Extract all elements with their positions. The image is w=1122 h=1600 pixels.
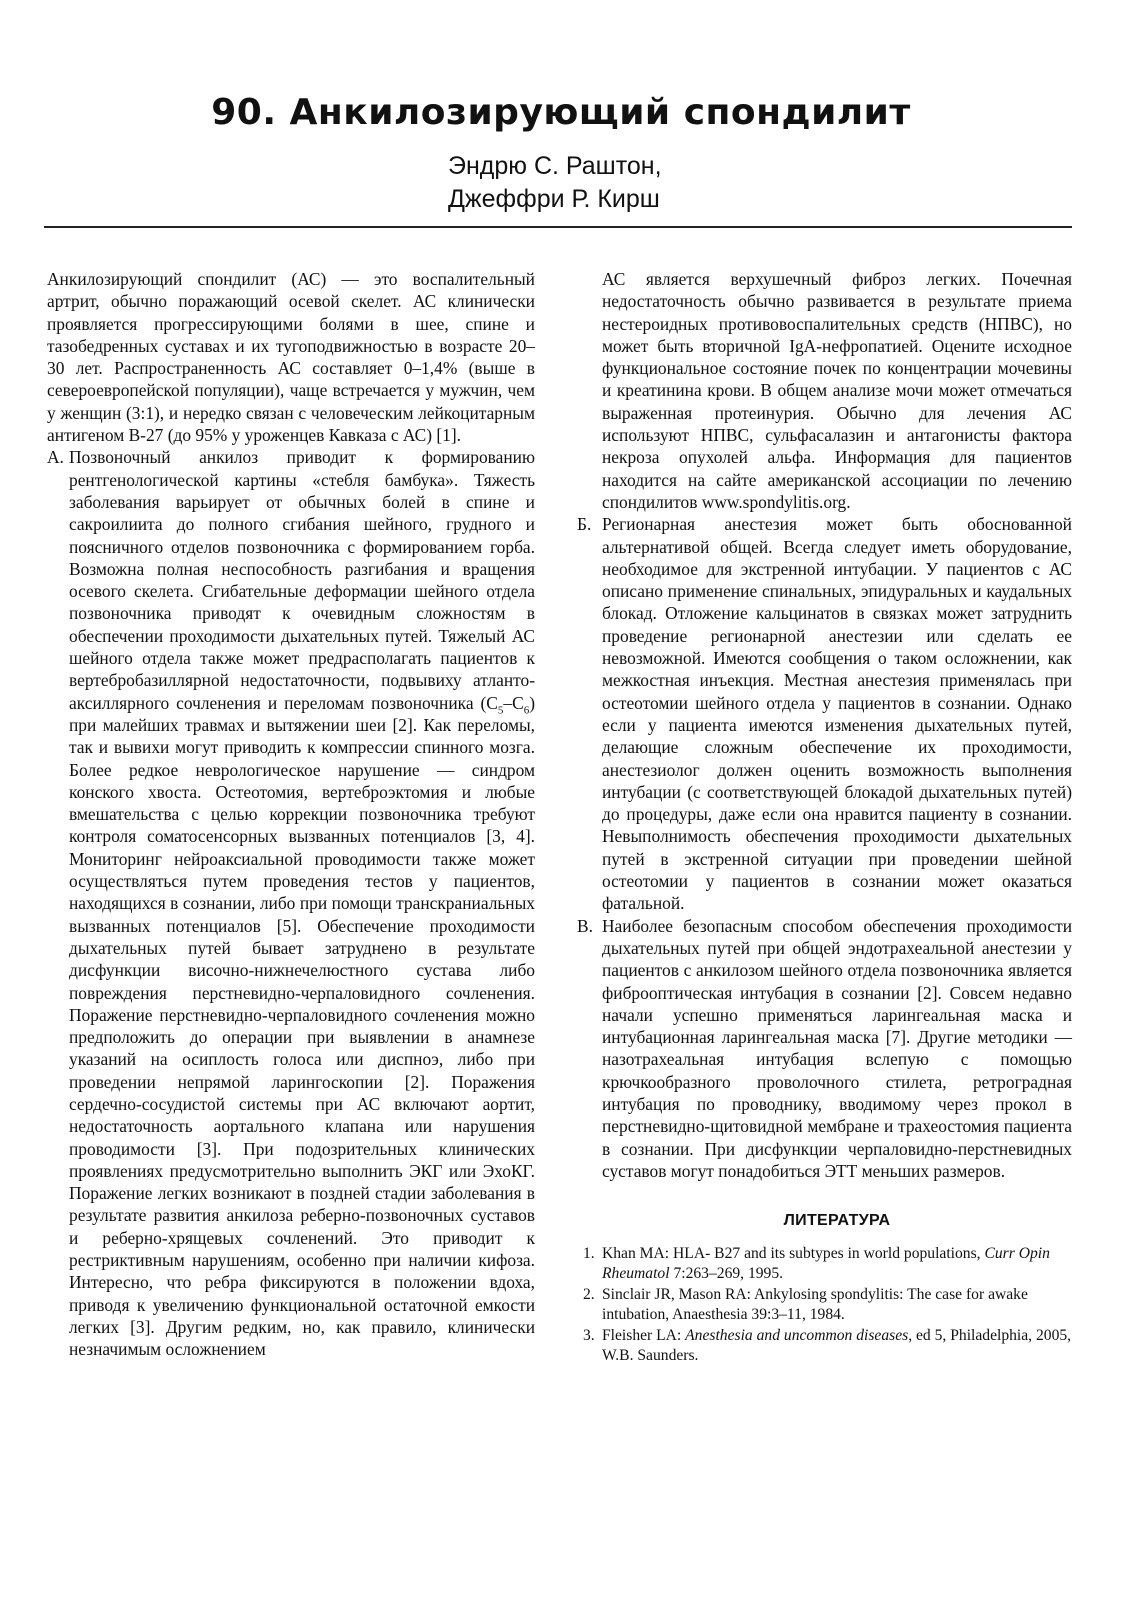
section-a-continuation: АС является верхушечный фиброз легких. Почечная недостаточность обычно развивается в результате приема нестероидных противовоспалительных средств (НПВС), но может быть вторичной IgA-нефропатией. Оцените исходное функциональное состояние почек по концентрации мочевины и креатинина крови. В общем анализе мочи может отмечаться выраженная протеинурия. Обычно для лечения АС используют НПВС, сульфасалазин и антагонисты фактора некроза опухолей альфа. Информация для пациентов находится на сайте американской ассоциации по лечению спондилитов www.spondylitis.org. <box>602 269 1072 512</box>
reference-text: Sinclair JR, Mason RA: Ankylosing spondylitis: The case for awake intubation, Anaesthesia 39:3–11, 1984. <box>602 1286 1028 1323</box>
right-column <box>577 268 1072 1367</box>
reference-book-title: Anesthesia and uncommon diseases <box>685 1327 909 1345</box>
section-c-text: Наиболее безопасным способом обеспечения проходимости дыхательных путей при общей эндотрахеальной анестезии у пациентов с анкилозом шейного отдела позвоночника является фиброоптическая интубация в сознании [2]. Совсем недавно начали успешно применяться ларингеальная маска и интубационная ларингеальная маска [7]. Другие методики — назотрахеальная интубация вслепую с помощью крючкообразного проволочного стилета, ретроградная интубация по проводнику, вводимому через прокол в перстневидно-щитовидной мембране и трахеостомия пациента в сознании. При дисфункции черпаловидно-перстневидных суставов могут понадобиться ЭТТ меньших размеров. <box>602 915 1072 1181</box>
left-column <box>47 268 535 1361</box>
section-b <box>577 513 1072 914</box>
section-a-text-1: Позвоночный анкилоз приводит к формированию рентгенологической картины «стебля бамбука». Тяжесть заболевания варьирует от обычных болей в спине и сакроилиита до полного сгибания шейного, грудного и поясничного отделов позвоночника с формированием горба. Возможна полная неспособность разгибания и вращения осевого скелета. Сгибательные деформации шейного отдела позвоночника приводят к очевидным сложностям в обеспечении проходимости дыхательных путей. Тяжелый АС шейного отдела также может предрасполагать пациентов к вертебробазиллярной недостаточности, подвывиху атланто-аксиллярного сочленения и переломам позвоночника (C <box>69 447 535 713</box>
reference-text-tail: 7:263–269, 1995. <box>669 1264 784 1282</box>
author-1: Эндрю С. Раштон, <box>448 152 662 180</box>
section-a <box>47 446 535 1360</box>
reference-text-tail: , ed 5, Philadelphia, 2005, W.B. Saunders. <box>602 1327 1072 1364</box>
reference-item <box>583 1285 1072 1324</box>
reference-journal: Curr Opin Rheumatol <box>602 1245 1050 1282</box>
author-2: Джеффри Р. Кирш <box>448 185 660 213</box>
reference-number: 2. <box>583 1286 595 1304</box>
section-a-dash: –C <box>503 692 524 713</box>
reference-text: Fleisher LA: <box>602 1327 686 1345</box>
title-divider <box>44 226 1072 228</box>
section-c <box>577 915 1072 1183</box>
reference-number: 1. <box>583 1245 595 1263</box>
section-a-text-2: ) при малейших травмах и вытяжении шеи [2]. Как переломы, так и вывихи могут приводить к компрессии спинного мозга. Более редкое неврологическое нарушение — синдром конского хвоста. Остеотомия, вертеброэктомия и любые вмешательства с целью коррекции позвоночника требуют контроля соматосенсорных вызванных потенциалов [3, 4]. Мониторинг нейроаксиальной проводимости также может осуществляться путем проведения тестов у пациентов, находящихся в сознании, либо при помощи транскраниальных вызванных потенциалов [5]. Обеспечение проходимости дыхательных путей бывает затруднено в результате дисфункции височно-нижнечелюстного сустава либо повреждения перстневидно-черпаловидного сочленения. Поражение перстневидно-черпаловидного сочленения можно предположить до операции при выявлении в анамнезе указаний на осиплость голоса или диспноэ, либо при проведении непрямой ларингоскопии [2]. Поражения сердечно-сосудистой системы при АС включают аортит, недостаточность аортального клапана или нарушения проводимости [3]. При подозрительных клинических проявлениях предусмотрительно выполнить ЭКГ или ЭхоКГ. Поражение легких возникают в поздней стадии заболевания в результате развития анкилоза реберно-позвоночных суставов и реберно-хрящевых сочленений. Это приводит к рестриктивным нарушениям, особенно при наличии кифоза. Интересно, что ребра фиксируются в положении вдоха, приводя к увеличению функциональной остаточной емкости легких [3]. Другим редким, но, как правило, клинически незначимым осложнением <box>69 692 535 1360</box>
section-b-marker: Б. <box>577 514 592 535</box>
intro-paragraph: Анкилозирующий спондилит (АС) — это воспалительный артрит, обычно поражающий осевой скелет. АС клинически проявляется прогрессирующими болями в шее, спине и тазобедренных суставах и их тугоподвижностью в возрасте 20–30 лет. Распространенность АС составляет 0–1,4% (выше в североевропейской популяции), чаще встречается у мужчин, чем у женщин (3:1), и нередко связан с человеческим лейкоцитарным антигеном В-27 (до 95% у уроженцев Кавказа с АС) [1]. <box>47 269 535 446</box>
section-a-sub-1: 5 <box>497 704 504 717</box>
reference-item <box>583 1244 1072 1283</box>
section-a-marker: А. <box>47 447 64 468</box>
section-c-marker: В. <box>577 915 593 936</box>
reference-number: 3. <box>583 1327 595 1345</box>
reference-item <box>583 1326 1072 1365</box>
reference-text: Khan MA: HLA- B27 and its subtypes in world populations, <box>602 1245 985 1263</box>
section-b-text: Регионарная анестезия может быть обоснованной альтернативой общей. Всегда следует иметь оборудование, необходимое для экстренной интубации. У пациентов с АС описано применение спинальных, эпидуральных и каудальных блокад. Отложение кальцинатов в связках может затруднить проведение регионарной анестезии или сделать ее невозможной. Имеются сообщения о таком осложнении, как межкостная инъекция. Местная анестезия применялась при остеотомии шейного отдела у пациентов в сознании. Однако если у пациента имеются изменения дыхательных путей, делающие сложным обеспечение их проходимости, анестезиолог должен оценить возможность выполнения интубации (с соответствующей блокадой дыхательных путей) до процедуры, даже если она нравится пациенту в сознании. Невыполнимость обеспечения проходимости дыхательных путей в экстренной ситуации при проведении шейной остеотомии у пациентов в сознании может оказаться фатальной. <box>602 514 1072 914</box>
references-heading: ЛИТЕРАТУРА <box>783 1212 891 1230</box>
authors <box>448 150 662 216</box>
section-a-sub-2: 6 <box>523 704 530 717</box>
page-title: 90. Анкилозирующий спондилит <box>211 92 911 133</box>
